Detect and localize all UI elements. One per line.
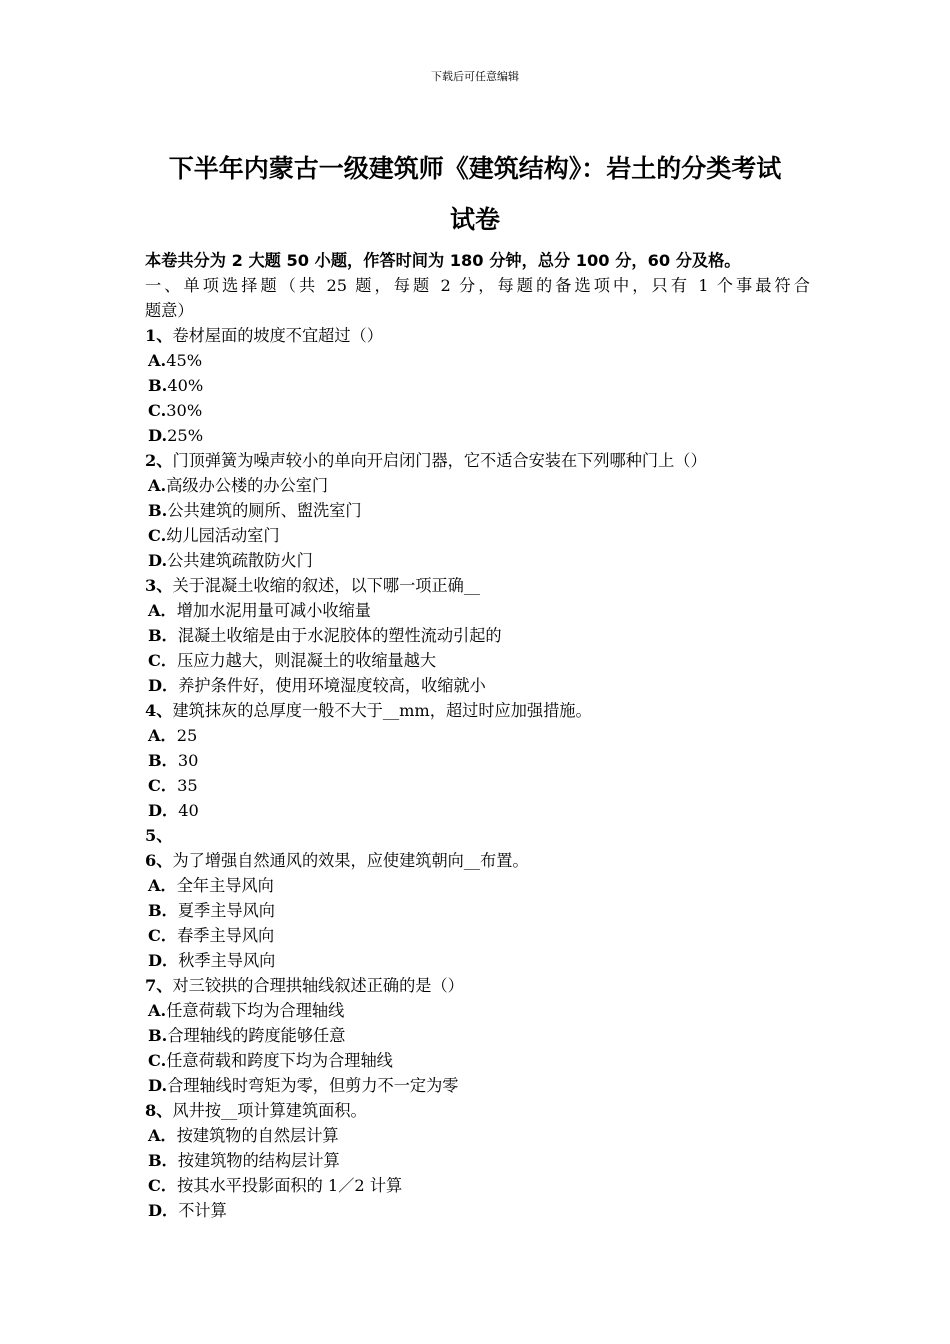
option-text: 混凝土收缩是由于水泥胶体的塑性流动引起的	[177, 626, 502, 645]
option-letter: B.	[148, 376, 168, 395]
option-text: 夏季主导风向	[177, 901, 275, 920]
option-letter: A.	[148, 1001, 167, 1020]
question-text: 建筑抹灰的总厚度一般不大于__mm，超过时应加强措施。	[172, 701, 592, 720]
option-text: 按建筑物的结构层计算	[177, 1151, 340, 1170]
option-letter: B.	[148, 1026, 168, 1045]
page-title: 下半年内蒙古一级建筑师《建筑结构》：岩土的分类考试	[168, 154, 782, 183]
question-text: 风井按__项计算建筑面积。	[172, 1101, 367, 1120]
question-stem	[145, 848, 810, 873]
answer-option	[145, 348, 810, 373]
question-text: 卷材屋面的坡度不宜超过（）	[172, 326, 383, 345]
answer-option	[145, 1073, 810, 1098]
answer-option	[145, 723, 810, 748]
answer-option	[145, 373, 810, 398]
answer-option	[145, 648, 810, 673]
answer-option	[145, 998, 810, 1023]
question-stem	[145, 573, 810, 598]
option-letter: B．	[148, 901, 178, 920]
option-letter: A.	[148, 351, 167, 370]
option-letter: D.	[148, 426, 168, 445]
question-number: 1、	[145, 326, 173, 345]
option-letter: A．	[148, 876, 177, 895]
option-text: 高级办公楼的办公室门	[166, 476, 329, 495]
answer-option	[145, 1198, 810, 1223]
answer-option	[145, 923, 810, 948]
option-letter: D．	[148, 676, 179, 695]
option-letter: C．	[148, 651, 178, 670]
option-letter: D.	[148, 551, 168, 570]
section-heading: 一、单项选择题（共 25 题，每题 2 分，每题的备选项中，只有 1 个事最符合	[145, 276, 810, 295]
answer-option	[145, 498, 810, 523]
option-letter: D．	[148, 951, 179, 970]
option-letter: C.	[148, 526, 167, 545]
question-stem	[145, 823, 810, 848]
answer-option	[145, 598, 810, 623]
option-text: 公共建筑疏散防火门	[167, 551, 313, 570]
option-text: 合理轴线的跨度能够任意	[167, 1026, 346, 1045]
option-text: 合理轴线时弯矩为零，但剪力不一定为零	[167, 1076, 459, 1095]
answer-option	[145, 798, 810, 823]
answer-option	[145, 1148, 810, 1173]
answer-option	[145, 1048, 810, 1073]
question-number: 6、	[145, 851, 173, 870]
option-text: 公共建筑的厕所、盥洗室门	[167, 501, 362, 520]
option-letter: D.	[148, 1076, 168, 1095]
question-number: 7、	[145, 976, 173, 995]
option-text: 45%	[166, 351, 203, 370]
question-text: 关于混凝土收缩的叙述，以下哪一项正确__	[172, 576, 481, 595]
option-letter: B.	[148, 501, 168, 520]
option-text: 40%	[167, 376, 204, 395]
option-text: 压应力越大，则混凝土的收缩量越大	[177, 651, 437, 670]
exam-summary: 本卷共分为 2 大题 50 小题，作答时间为 180 分钟，总分 100 分，60 分及格。	[145, 251, 741, 270]
answer-option	[145, 548, 810, 573]
question-number: 3、	[145, 576, 173, 595]
question-text: 门顶弹簧为噪声较小的单向开启闭门器，它不适合安装在下列哪种门上（）	[172, 451, 707, 470]
option-letter: C．	[148, 926, 178, 945]
header-note: 下载后可任意编辑	[431, 70, 519, 83]
answer-option	[145, 873, 810, 898]
answer-option	[145, 773, 810, 798]
option-text: 春季主导风向	[177, 926, 275, 945]
option-letter: A．	[148, 1126, 177, 1145]
option-text: 35	[177, 776, 198, 795]
option-text: 幼儿园活动室门	[166, 526, 280, 545]
document-body	[145, 248, 810, 1223]
option-text: 增加水泥用量可减小收缩量	[176, 601, 371, 620]
answer-option	[145, 748, 810, 773]
question-number: 2、	[145, 451, 173, 470]
question-stem	[145, 973, 810, 998]
option-text: 不计算	[178, 1201, 227, 1220]
question-stem	[145, 698, 810, 723]
question-stem	[145, 448, 810, 473]
question-text: 对三铰拱的合理拱轴线叙述正确的是（）	[172, 976, 464, 995]
option-text: 按其水平投影面积的 1／2 计算	[177, 1176, 403, 1195]
option-text: 按建筑物的自然层计算	[176, 1126, 339, 1145]
option-text: 秋季主导风向	[178, 951, 276, 970]
question-number: 8、	[145, 1101, 173, 1120]
option-letter: A．	[148, 601, 177, 620]
answer-option	[145, 523, 810, 548]
answer-option	[145, 1123, 810, 1148]
option-text: 全年主导风向	[176, 876, 274, 895]
option-letter: C．	[148, 776, 178, 795]
question-text: 为了增强自然通风的效果，应使建筑朝向__布置。	[172, 851, 529, 870]
option-letter: B．	[148, 1151, 178, 1170]
option-letter: D．	[148, 1201, 179, 1220]
option-letter: A.	[148, 476, 167, 495]
answer-option	[145, 1023, 810, 1048]
page-title-continued: 试卷	[449, 205, 500, 234]
answer-option	[145, 623, 810, 648]
question-number: 5、	[145, 826, 173, 845]
question-list	[145, 323, 810, 1223]
option-letter: C．	[148, 1176, 178, 1195]
option-text: 30	[177, 751, 199, 770]
option-text: 任意荷载下均为合理轴线	[166, 1001, 345, 1020]
answer-option	[145, 1173, 810, 1198]
option-text: 任意荷载和跨度下均为合理轴线	[166, 1051, 393, 1070]
answer-option	[145, 423, 810, 448]
option-text: 30%	[166, 401, 203, 420]
option-letter: D．	[148, 801, 179, 820]
answer-option	[145, 948, 810, 973]
option-text: 25%	[167, 426, 204, 445]
answer-option	[145, 398, 810, 423]
option-letter: C.	[148, 401, 167, 420]
question-stem	[145, 323, 810, 348]
question-stem	[145, 1098, 810, 1123]
option-letter: A．	[148, 726, 177, 745]
question-number: 4、	[145, 701, 173, 720]
option-letter: B．	[148, 626, 178, 645]
option-text: 25	[176, 726, 198, 745]
answer-option	[145, 898, 810, 923]
option-letter: C.	[148, 1051, 167, 1070]
answer-option	[145, 673, 810, 698]
section-heading-continued: 题意）	[145, 301, 194, 320]
option-text: 40	[178, 801, 199, 820]
option-letter: B．	[148, 751, 178, 770]
option-text: 养护条件好，使用环境湿度较高，收缩就小	[178, 676, 486, 695]
answer-option	[145, 473, 810, 498]
